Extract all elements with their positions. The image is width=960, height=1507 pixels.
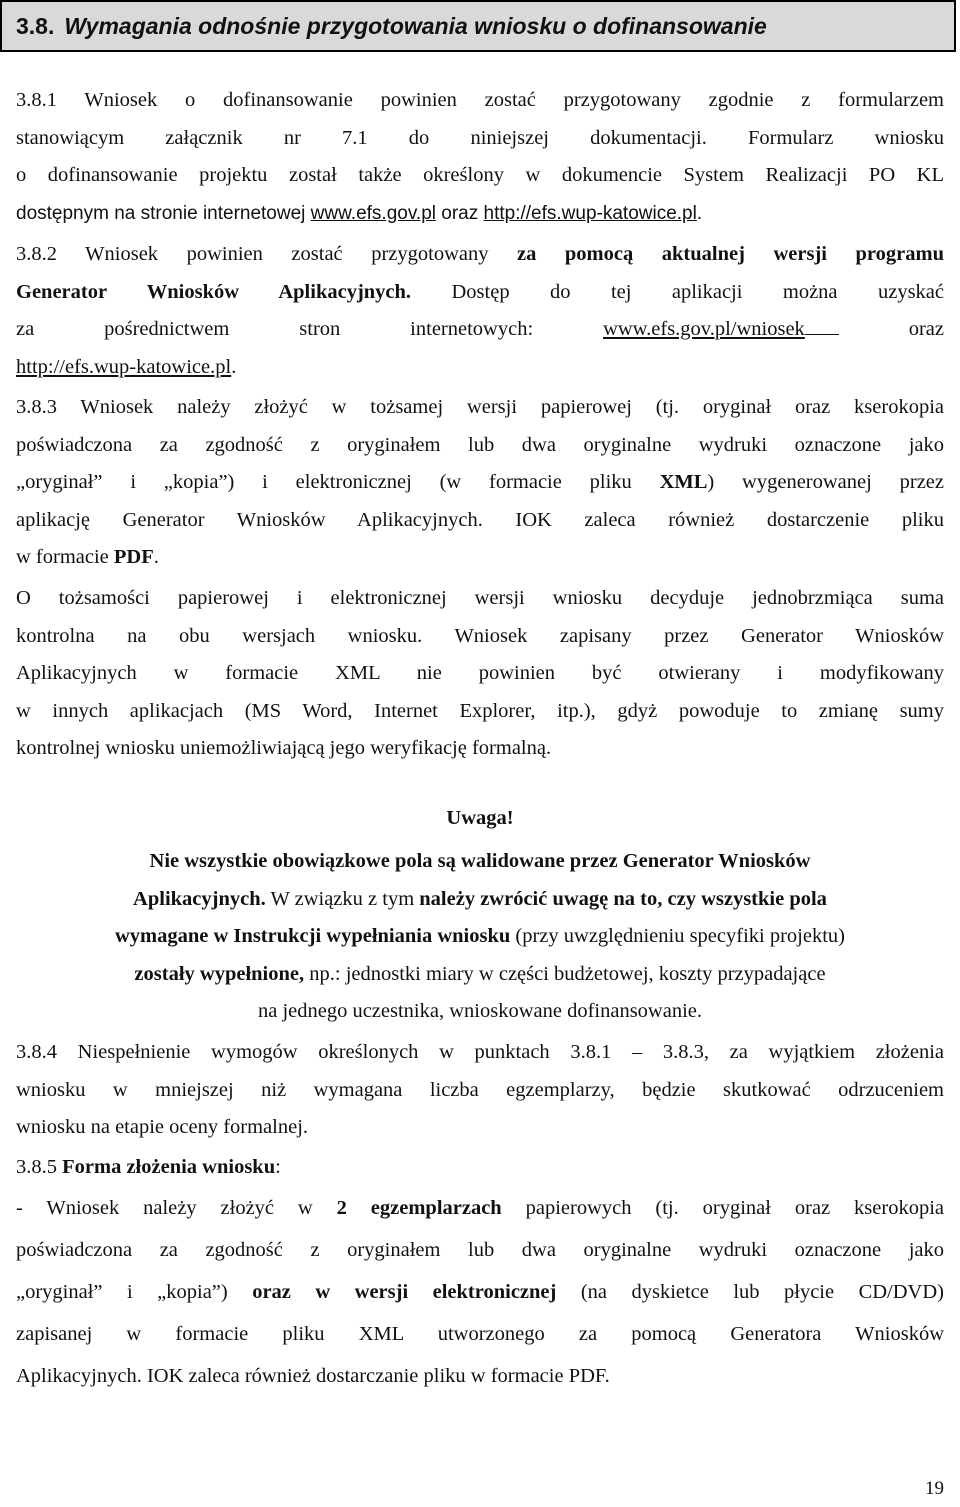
bold-fragment: PDF	[113, 546, 154, 568]
bold-fragment: należy zwrócić uwagę na to, czy wszystkie pola	[419, 887, 827, 910]
text-fragment: oraz	[435, 202, 484, 224]
text-line: zapisanej w formacie pliku XML utworzonego za pomocą Generatora Wniosków	[16, 1323, 944, 1345]
text-fragment: „oryginał” i „kopia”) i elektronicznej (w formacie pliku	[16, 471, 660, 493]
text-line	[16, 1187, 944, 1229]
text-line: na jednego uczestnika, wnioskowane dofinansowanie.	[257, 1000, 703, 1022]
text-fragment: papierowych (tj. oryginał oraz kserokopia	[501, 1197, 944, 1219]
note-text	[16, 843, 944, 1031]
text-fragment: .	[231, 355, 237, 378]
link-efs-wup-katowice-2[interactable]: http://efs.wup-katowice.pl	[16, 355, 232, 378]
text-line: 3.8.1 Wniosek o dofinansowanie powinien zostać przygotowany zgodnie z formularzem	[16, 89, 944, 111]
paragraph-3-8-2	[16, 236, 944, 386]
bold-fragment: Generator Wniosków Aplikacyjnych.	[16, 280, 412, 303]
paragraph-3-8-4	[16, 1034, 944, 1147]
note-title: Uwaga!	[446, 807, 514, 829]
text-fragment: ) wygenerowanej przez	[707, 471, 944, 493]
text-line: Aplikacyjnych. IOK zaleca również dostarczanie pliku w formacie PDF.	[16, 1365, 610, 1387]
bold-fragment: Forma złożenia wniosku	[62, 1156, 276, 1178]
text-line: Nie wszystkie obowiązkowe pola są walidowane przez Generator Wniosków	[149, 850, 811, 872]
text-line: 3.8.3 Wniosek należy złożyć w tożsamej wersji papierowej (tj. oryginał oraz kserokopia	[16, 396, 944, 418]
text-fragment: 3.8.2 Wniosek powinien zostać przygotowany	[16, 243, 518, 265]
paragraph-checksum	[16, 580, 944, 768]
text-line: stanowiącym załącznik nr 7.1 do niniejszej dokumentacji. Formularz wniosku	[16, 126, 944, 149]
section-number: 3.8.	[16, 12, 55, 39]
text-line: Aplikacyjnych w formacie XML nie powinien być otwierany i modyfikowany	[16, 662, 944, 684]
text-line: kontrolna na obu wersjach wniosku. Wniosek zapisany przez Generator Wniosków	[16, 624, 944, 647]
text-line	[16, 918, 944, 956]
page-number: 19	[925, 1478, 944, 1499]
note-block	[16, 800, 944, 838]
link-efs-wup-katowice[interactable]: http://efs.wup-katowice.pl	[483, 202, 697, 224]
text-line: poświadczona za zgodność z oryginałem lub dwa oryginalne wydruki oznaczone jako	[16, 433, 944, 456]
text-fragment: 3.8.5	[16, 1156, 63, 1178]
underline-gap	[805, 333, 839, 335]
paragraph-3-8-1	[16, 82, 944, 232]
text-fragment: (przy uwzględnieniu specyfiki projektu)	[510, 925, 845, 947]
section-title: Wymagania odnośnie przygotowania wniosku o dofinansowanie	[64, 12, 767, 39]
paragraph-3-8-5-body	[16, 1187, 944, 1397]
text-line	[16, 311, 944, 349]
text-fragment: „oryginał” i „kopia”)	[16, 1281, 253, 1303]
section-header	[0, 0, 956, 52]
link-efs-gov[interactable]: www.efs.gov.pl	[310, 202, 436, 224]
bold-fragment: oraz w wersji elektronicznej	[252, 1281, 557, 1303]
text-fragment: .	[153, 546, 159, 568]
text-fragment: (na dyskietce lub płycie CD/DVD)	[556, 1281, 944, 1303]
bold-fragment: Aplikacyjnych.	[133, 887, 266, 910]
text-line	[16, 956, 944, 994]
bold-fragment: XML	[659, 471, 708, 493]
text-line	[16, 349, 944, 387]
text-fragment: W związku z tym	[265, 887, 420, 910]
text-fragment: dostępnym na stronie internetowej	[16, 202, 311, 224]
text-fragment: np.: jednostki miary w części budżetowej, koszty przypadające	[304, 962, 826, 985]
text-fragment: - Wniosek należy złożyć w	[16, 1197, 337, 1219]
text-line	[16, 195, 944, 233]
text-line: o dofinansowanie projektu został także określony w dokumencie System Realizacji PO KL	[16, 164, 944, 186]
text-line	[16, 881, 944, 919]
bold-fragment: za pomocą aktualnej wersji programu	[517, 243, 944, 265]
text-line: 3.8.4 Niespełnienie wymogów określonych w punktach 3.8.1 – 3.8.3, za wyjątkiem złożenia	[16, 1041, 944, 1063]
text-line	[16, 539, 944, 577]
text-line: w innych aplikacjach (MS Word, Internet Explorer, itp.), gdyż powoduje to zmianę sumy	[16, 699, 944, 722]
text-line: O tożsamości papierowej i elektronicznej wersji wniosku decyduje jednobrzmiąca suma	[16, 587, 944, 609]
text-fragment: Dostęp do tej aplikacji można uzyskać	[411, 280, 944, 303]
paragraph-3-8-3	[16, 389, 944, 577]
text-line: aplikację Generator Wniosków Aplikacyjnych. IOK zaleca również dostarczenie pliku	[16, 508, 944, 531]
bold-fragment: 2 egzemplarzach	[336, 1197, 502, 1219]
bold-fragment: zostały wypełnione,	[134, 962, 305, 985]
text-line: wniosku w mniejszej niż wymagana liczba egzemplarzy, będzie skutkować odrzuceniem	[16, 1078, 944, 1101]
link-efs-wniosek[interactable]: www.efs.gov.pl/wniosek	[603, 318, 805, 340]
text-fragment: oraz	[838, 318, 944, 340]
text-line	[16, 1149, 944, 1187]
text-line	[16, 274, 944, 312]
text-fragment: .	[696, 202, 703, 224]
bold-fragment: wymagane w Instrukcji wypełniania wniosku	[115, 925, 511, 947]
paragraph-3-8-5	[16, 1149, 944, 1187]
text-fragment: w formacie	[16, 546, 114, 568]
text-line	[16, 464, 944, 502]
text-line	[16, 236, 944, 274]
text-line: wniosku na etapie oceny formalnej.	[16, 1116, 309, 1138]
text-line: kontrolnej wniosku uniemożliwiającą jego weryfikację formalną.	[16, 737, 552, 759]
text-line: poświadczona za zgodność z oryginałem lub dwa oryginalne wydruki oznaczone jako	[16, 1239, 944, 1261]
text-fragment: za pośrednictwem stron internetowych:	[16, 318, 604, 340]
text-line	[16, 1271, 944, 1313]
text-fragment: :	[275, 1156, 281, 1178]
